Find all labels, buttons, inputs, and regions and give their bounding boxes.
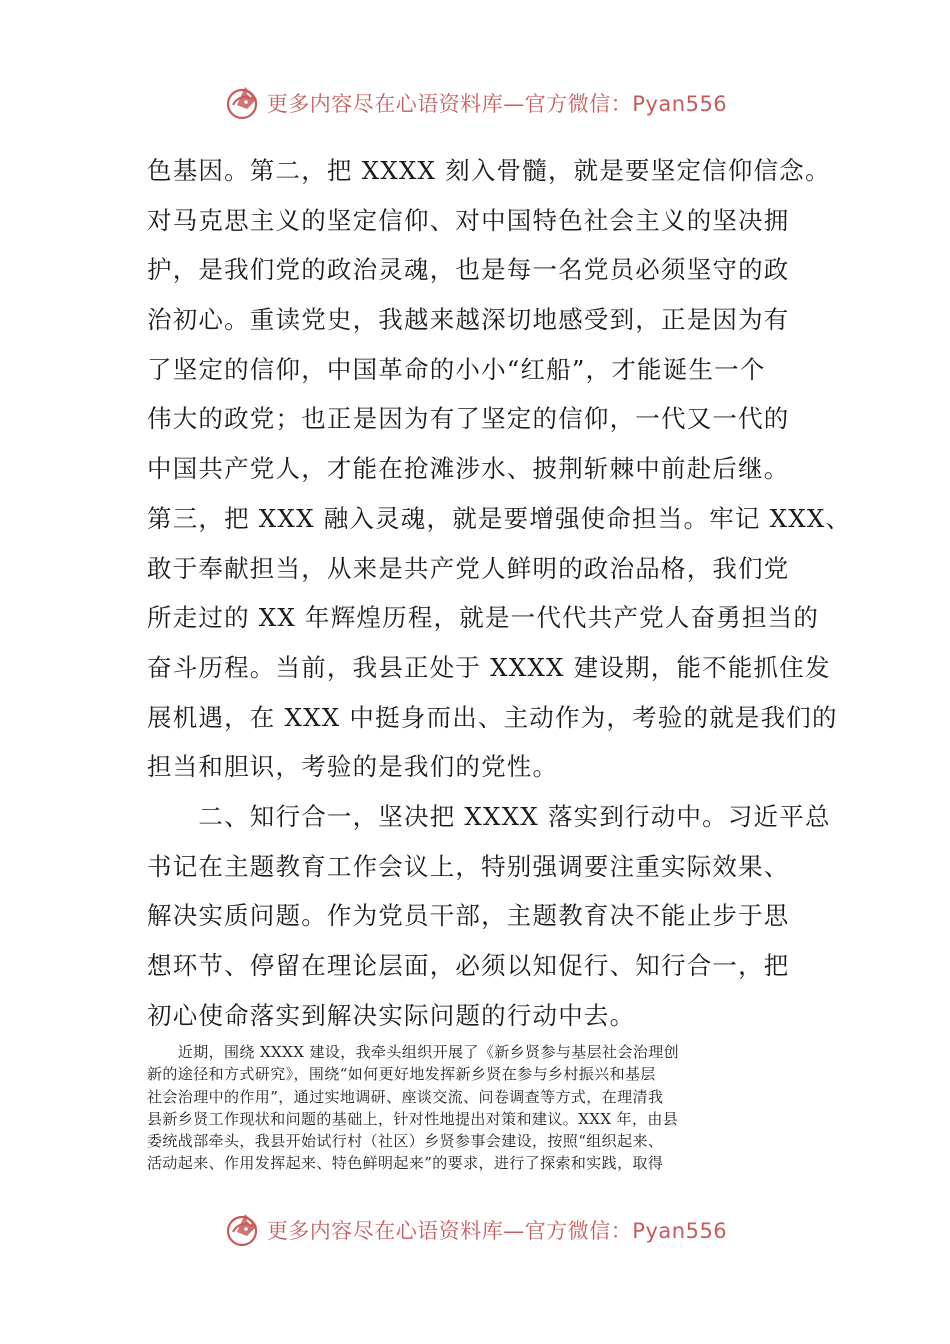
body-line: 奋斗历程。当前，我县正处于 XXXX 建设期，能不能抓住发: [147, 652, 831, 682]
footer-banner: [0, 1205, 950, 1255]
body-line: 解决实质问题。作为党员干部，主题教育决不能止步于思: [147, 901, 790, 931]
pen-nib-circle-logo-icon: [223, 83, 263, 123]
small-line: 活动起来、作用发挥起来、特色鲜明起来”的要求，进行了探索和实践，取得: [147, 1154, 664, 1173]
body-line: 二、知行合一，坚决把 XXXX 落实到行动中。习近平总: [147, 801, 831, 831]
body-line: 敢于奉献担当，从来是共产党人鲜明的政治品格，我们党: [147, 553, 790, 583]
body-line: 伟大的政党；也正是因为有了坚定的信仰，一代又一代的: [147, 404, 790, 434]
body-line: 担当和胆识，考验的是我们的党性。: [147, 752, 559, 782]
body-line: 第三，把 XXX 融入灵魂，就是要增强使命担当。牢记 XXX、: [147, 503, 852, 533]
body-line: 治初心。重读党史，我越来越深切地感受到，正是因为有: [147, 305, 790, 335]
small-line: 新的途径和方式研究》，围绕“如何更好地发挥新乡贤在参与乡村振兴和基层: [147, 1065, 656, 1084]
header-banner-text: 更多内容尽在心语资料库—官方微信：Pyan556: [266, 92, 728, 116]
small-line: 县新乡贤工作现状和问题的基础上，针对性地提出对策和建议。XXX 年，由县: [147, 1109, 679, 1128]
small-line: 近期，围绕 XXXX 建设，我牵头组织开展了《新乡贤参与基层社会治理创: [147, 1043, 680, 1061]
body-line: 护，是我们党的政治灵魂，也是每一名党员必须坚守的政: [147, 255, 790, 285]
body-line: 对马克思主义的坚定信仰、对中国特色社会主义的坚决拥: [147, 205, 790, 235]
body-line: 展机遇，在 XXX 中挺身而出、主动作为，考验的就是我们的: [147, 702, 838, 732]
body-line: 色基因。第二，把 XXXX 刻入骨髓，就是要坚定信仰信念。: [147, 156, 831, 185]
body-line: 想环节、停留在理论层面，必须以知促行、知行合一，把: [147, 951, 790, 980]
small-line: 社会治理中的作用”，通过实地调研、座谈交流、问卷调查等方式，在理清我: [147, 1087, 664, 1106]
pen-nib-circle-logo-icon: [223, 1210, 263, 1250]
small-line: 委统战部牵头，我县开始试行村（社区）乡贤参事会建设，按照“组织起来、: [147, 1132, 664, 1151]
header-banner: [0, 78, 950, 128]
body-line: 所走过的 XX 年辉煌历程，就是一代代共产党人奋勇担当的: [147, 603, 820, 633]
body-line: 了坚定的信仰，中国革命的小小“红船”，才能诞生一个: [147, 354, 766, 384]
body-line: 中国共产党人，才能在抢滩涉水、披荆斩棘中前赴后继。: [147, 454, 790, 484]
footer-banner-text: 更多内容尽在心语资料库—官方微信：Pyan556: [266, 1219, 728, 1243]
body-line: 初心使命落实到解决实际问题的行动中去。: [147, 1000, 636, 1030]
small-paragraph: [147, 1041, 812, 1175]
body-line: 书记在主题教育工作会议上，特别强调要注重实际效果、: [147, 851, 790, 881]
main-body: [147, 146, 852, 1040]
